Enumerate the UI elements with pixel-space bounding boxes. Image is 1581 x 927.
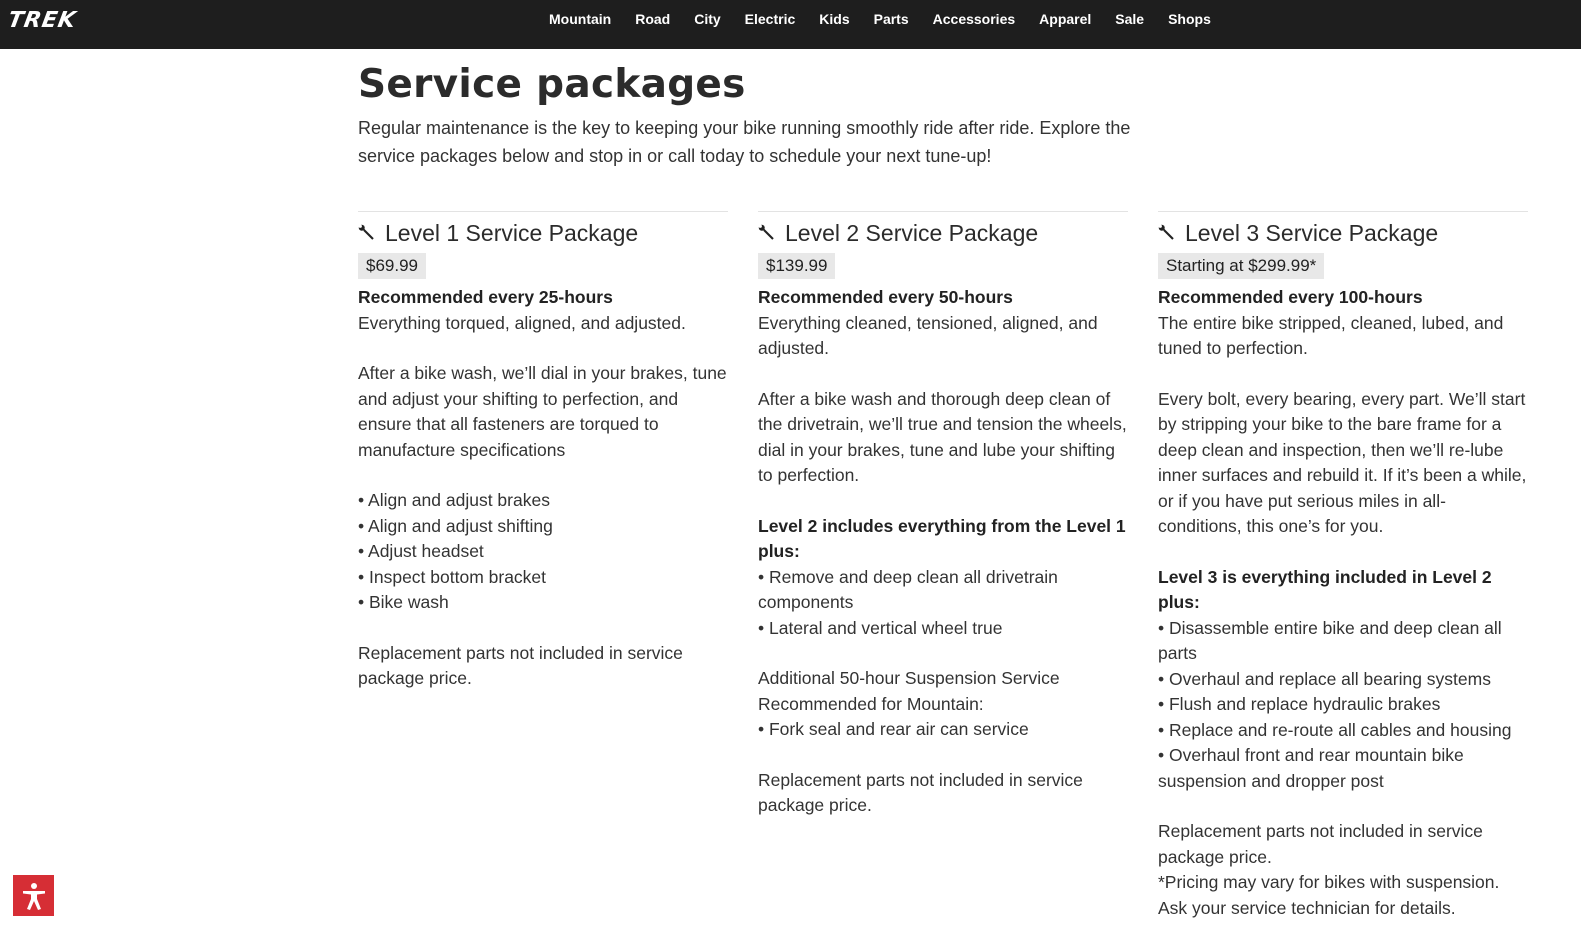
package-description: After a bike wash, we’ll dial in your brakes, tune and adjust your shifting to perfection, and ensure that all fasteners are torqued to manufacture specifications: [358, 363, 727, 460]
package-body: [1158, 285, 1528, 921]
list-item: • Replace and re-route all cables and housing: [1158, 719, 1512, 740]
list-item: • Align and adjust brakes: [358, 490, 550, 510]
pricing-note: *Pricing may vary for bikes with suspension. Ask your service technician for details.: [1158, 872, 1500, 918]
package-description: Every bolt, every bearing, every part. We’ll start by stripping your bike to the bare frame for a deep clean and inspection, then we’ll re-lube inner surfaces and rebuild it. If it’s been a while, or if you have put serious miles in all-conditions, this one’s for you.: [1158, 388, 1527, 536]
package-title: Level 2 Service Package: [785, 220, 1039, 246]
main-nav: [549, 0, 1235, 38]
nav-item-city[interactable]: City: [694, 11, 721, 27]
package-level-3: [1158, 211, 1528, 921]
nav-item-parts[interactable]: Parts: [873, 11, 909, 27]
list-item: • Overhaul front and rear mountain bike suspension and dropper post: [1158, 745, 1464, 791]
nav-item-accessories[interactable]: Accessories: [932, 11, 1016, 27]
recommended-interval: Recommended every 50-hours: [758, 287, 1013, 307]
list-item: • Inspect bottom bracket: [358, 566, 547, 587]
list-item: • Fork seal and rear air can service: [758, 719, 1029, 739]
recommended-interval: Recommended every 100-hours: [1158, 287, 1423, 307]
nav-item-mountain[interactable]: Mountain: [549, 11, 612, 27]
package-header: [1158, 219, 1528, 247]
list-item: • Disassemble entire bike and deep clean all parts: [1158, 617, 1502, 663]
package-header: [758, 219, 1128, 247]
package-level-1: [358, 211, 728, 692]
package-level-2: [758, 211, 1128, 819]
top-nav-bar: [0, 0, 1581, 49]
wrench-icon: [758, 224, 776, 242]
trek-logo[interactable]: TREK: [5, 8, 79, 33]
list-item: • Remove and deep clean all drivetrain components: [758, 566, 1058, 612]
list-item: • Bike wash: [358, 592, 449, 612]
package-title: Level 1 Service Package: [385, 220, 639, 246]
accessibility-icon: [19, 881, 49, 911]
package-body: [358, 285, 728, 692]
wrench-icon: [358, 224, 376, 242]
package-footer: Replacement parts not included in service package price.: [758, 769, 1083, 815]
nav-item-road[interactable]: Road: [635, 11, 671, 27]
list-item: • Adjust headset: [358, 541, 484, 561]
nav-item-shops[interactable]: Shops: [1168, 11, 1211, 27]
suspension-service-note: Additional 50-hour Suspension Service Recommended for Mountain:: [758, 668, 1060, 714]
accessibility-button[interactable]: [11, 873, 56, 918]
recommended-interval: Recommended every 25-hours: [358, 287, 613, 307]
list-item: • Flush and replace hydraulic brakes: [1158, 694, 1441, 714]
price-tag: $69.99: [358, 253, 426, 279]
page-title: Service packages: [358, 62, 746, 107]
wrench-icon: [1158, 224, 1176, 242]
package-summary: Everything torqued, aligned, and adjusted.: [358, 312, 686, 333]
package-summary: Everything cleaned, tensioned, aligned, and adjusted.: [758, 312, 1098, 358]
includes-heading: Level 2 includes everything from the Level 1 plus:: [758, 515, 1126, 561]
package-summary: The entire bike stripped, cleaned, lubed, and tuned to perfection.: [1158, 312, 1504, 358]
page-intro: Regular maintenance is the key to keeping your bike running smoothly ride after ride. Explore the service packages below and stop in or call today to schedule your next tune-up!: [358, 118, 1131, 166]
price-tag: Starting at $299.99*: [1158, 253, 1324, 279]
nav-item-electric[interactable]: Electric: [744, 11, 796, 27]
list-item: • Overhaul and replace all bearing systems: [1158, 668, 1491, 689]
price-tag: $139.99: [758, 253, 835, 279]
package-description: After a bike wash and thorough deep clean of the drivetrain, we’ll true and tension the wheels, dial in your brakes, tune and lube your shifting to perfection.: [758, 388, 1127, 485]
list-item: • Lateral and vertical wheel true: [758, 617, 1003, 638]
includes-heading: Level 3 is everything included in Level 2 plus:: [1158, 566, 1492, 612]
package-footer: Replacement parts not included in service package price.: [1158, 821, 1483, 867]
package-header: [358, 219, 728, 247]
nav-item-apparel[interactable]: Apparel: [1039, 11, 1092, 27]
package-body: [758, 285, 1128, 819]
package-footer: Replacement parts not included in service package price.: [358, 642, 683, 688]
nav-item-sale[interactable]: Sale: [1115, 11, 1145, 27]
nav-item-kids[interactable]: Kids: [819, 11, 850, 27]
list-item: • Align and adjust shifting: [358, 515, 553, 536]
package-title: Level 3 Service Package: [1185, 220, 1439, 246]
